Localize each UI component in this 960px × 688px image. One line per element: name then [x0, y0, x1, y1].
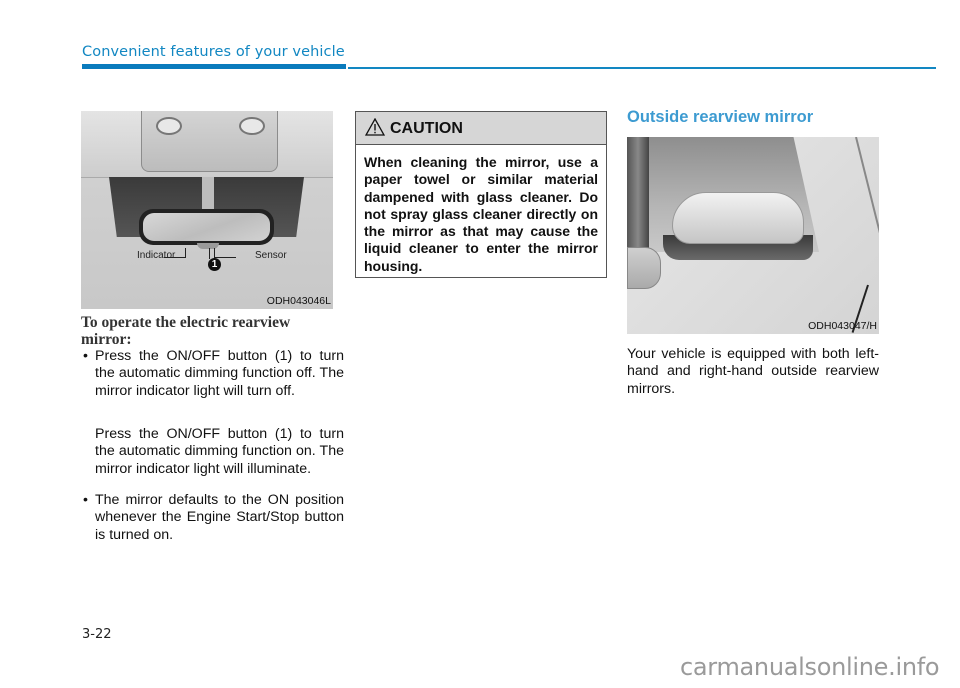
- figure-code: ODH043046L: [266, 295, 331, 307]
- section-title: Convenient features of your vehicle: [82, 44, 345, 60]
- mirror-cap: [672, 192, 804, 244]
- interior-mirror-figure: [81, 111, 333, 309]
- bullet-dot-icon: •: [83, 492, 88, 508]
- bullet-item: [81, 348, 344, 400]
- page-number: 3-22: [82, 627, 112, 642]
- continuation-paragraph: Press the ON/OFF button (1) to turn the automatic dimming function on. The mirror indicator light will illuminate.: [95, 426, 344, 477]
- outside-mirror-paragraph: Your vehicle is equipped with both left-hand and right-hand outside rearview mirrors.: [627, 346, 879, 397]
- header-accent-bar: [82, 64, 346, 69]
- sensor-label: Sensor: [255, 250, 287, 261]
- map-lamp-left: [156, 117, 182, 135]
- bullet-text: The mirror defaults to the ON position whenever the Engine Start/Stop button is turned on.: [95, 492, 344, 543]
- mirror-base: [197, 243, 219, 249]
- watermark-link[interactable]: carmanualsonline.info: [680, 653, 940, 681]
- bullet-item: [81, 492, 344, 544]
- map-lamp-right: [239, 117, 265, 135]
- header-rule: [348, 67, 936, 69]
- bullet-text: Press the ON/OFF button (1) to turn the automatic dimming function off. The mirror indicator light will turn off.: [95, 348, 344, 399]
- rearview-mirror: [139, 209, 274, 245]
- overhead-console: [141, 111, 278, 172]
- indicator-label: Indicator: [137, 250, 176, 261]
- bullet-dot-icon: •: [83, 348, 88, 364]
- door-pillar: [627, 137, 649, 257]
- outside-mirror-heading: Outside rearview mirror: [627, 108, 814, 126]
- caution-title: CAUTION: [390, 120, 463, 137]
- caution-header: [356, 112, 606, 145]
- figure-code: ODH043047/H: [808, 320, 877, 332]
- callout-number-badge: 1: [208, 258, 221, 271]
- caution-box: [355, 111, 607, 278]
- warning-triangle-icon: [365, 118, 385, 141]
- outside-mirror-figure: [627, 137, 879, 334]
- door-handle: [627, 247, 661, 289]
- caution-body: When cleaning the mirror, use a paper towel or similar material dampened with glass cleaner. Do not spray glass cleaner directly on the mirror as that may cause the liquid cleaner to enter the mirror housing.: [364, 154, 598, 274]
- subheading: To operate the electric rearview mirror:: [81, 314, 291, 348]
